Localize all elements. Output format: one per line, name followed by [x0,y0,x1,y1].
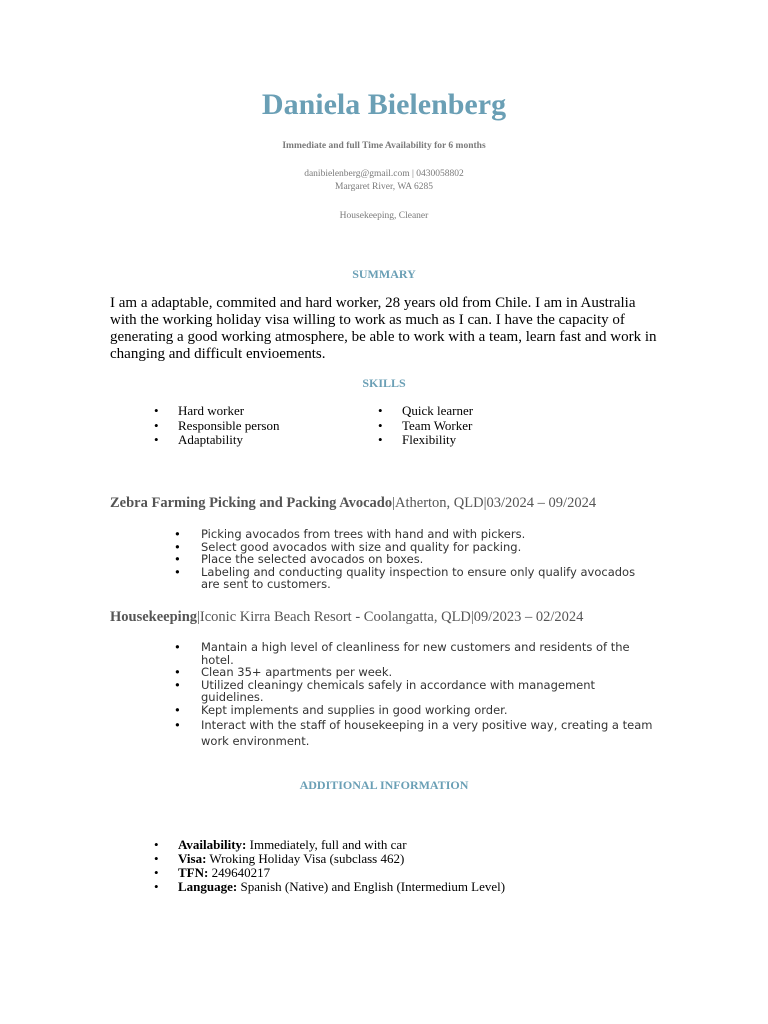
skill-item: • Responsible person [154,419,279,434]
additional-info-heading: ADDITIONAL INFORMATION [299,778,469,792]
summary-heading: SUMMARY [352,267,416,281]
info-item [154,838,505,852]
job-title-housekeeping [110,609,583,626]
job-details: |Atherton, QLD|03/2024 – 09/2024 [392,495,597,511]
info-item [154,880,505,894]
job-title-zebra-farming [110,495,596,512]
info-label: TFN: [178,865,209,880]
duty-item: • Place the selected avocados on boxes. [174,553,654,566]
availability-tagline: Immediate and full Time Availability for 6 months [282,141,486,151]
info-label: Visa: [178,851,207,866]
job-details: |Iconic Kirra Beach Resort - Coolangatta, QLD|09/2023 – 02/2024 [197,609,584,625]
duty-item: • Mantain a high level of cleanliness for new customers and residents of the hotel. [174,641,654,666]
duty-item: • Select good avocados with size and quality for packing. [174,541,654,554]
skills-heading: SKILLS [362,376,406,390]
info-label: Language: [178,879,238,894]
info-value: Spanish (Native) and English (Intermedium Level) [240,879,506,894]
job-duties-list [174,641,654,749]
info-label: Availability: [178,837,247,852]
info-value: 249640217 [211,865,271,880]
info-value: Wroking Holiday Visa (subclass 462) [209,851,405,866]
skill-item: • Quick learner [378,404,473,419]
target-roles: Housekeeping, Cleaner [339,211,429,221]
duty-item: • Picking avocados from trees with hand and with pickers. [174,528,654,541]
skill-item: • Adaptability [154,433,279,448]
additional-info-list [154,838,505,894]
info-item [154,852,505,866]
job-role: Zebra Farming Picking and Packing Avocado [110,495,393,511]
job-role: Housekeeping [110,609,198,625]
skills-list-right [378,404,473,448]
duty-item: • Clean 35+ apartments per week. [174,666,654,679]
duty-item: • Labeling and conducting quality inspection to ensure only qualify avocados are sent to customers. [174,566,654,591]
duty-item: • Utilized cleaningy chemicals safely in accordance with management guidelines. [174,679,654,704]
skills-list-left [154,404,279,448]
skill-item: • Flexibility [378,433,473,448]
summary-text: I am a adaptable, commited and hard worker, 28 years old from Chile. I am in Australia with the working holiday visa willing to work as much as I can. I have the capacity of generating a good working atmosphere, be able to work with a team, learn fast and work in changing and difficult envioements. [110,295,657,362]
skill-item: • Hard worker [154,404,279,419]
candidate-name: Daniela Bielenberg [261,88,507,121]
skill-item: • Team Worker [378,419,473,434]
info-value: Immediately, full and with car [249,837,407,852]
job-duties-list [174,528,654,591]
contact-address: Margaret River, WA 6285 [335,182,433,192]
contact-email-phone: danibielenberg@gmail.com | 0430058802 [304,169,464,179]
duty-item: • Interact with the staff of housekeeping in a very positive way, creating a team work environment. [174,717,654,749]
duty-item: • Kept implements and supplies in good working order. [174,704,654,717]
info-item [154,866,505,880]
